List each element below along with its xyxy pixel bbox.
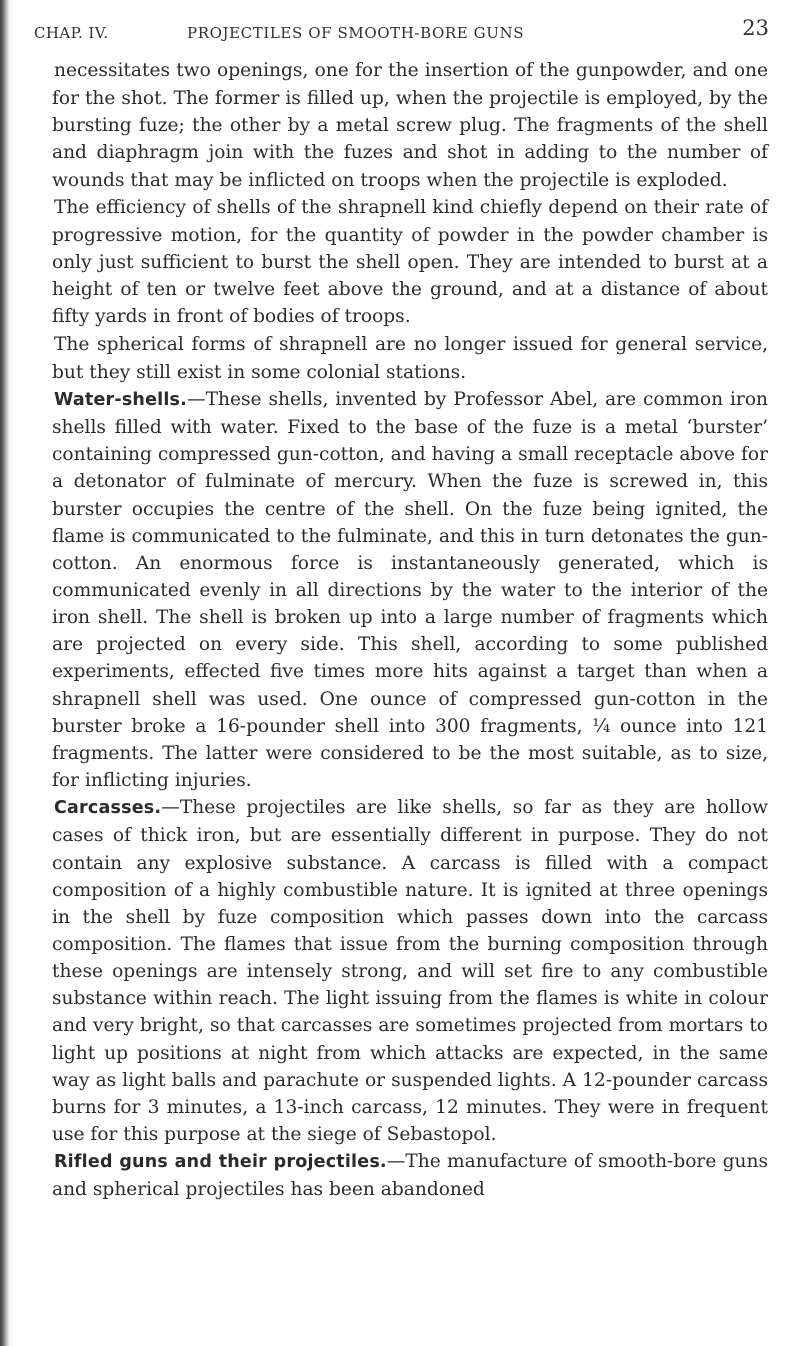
page-number: 23 <box>742 16 769 40</box>
running-title: PROJECTILES OF SMOOTH-BORE GUNS <box>187 24 525 42</box>
paragraph-heading: Water-shells. <box>54 389 188 410</box>
running-head <box>34 14 769 54</box>
paragraph-text: —The manufacture of smooth-bore guns and spherical projectiles has been abandoned <box>52 1151 768 1201</box>
paragraph-heading: Rifled guns and their projectiles. <box>54 1152 387 1173</box>
chapter-label: CHAP. IV. <box>34 24 109 42</box>
paragraph-text: The efficiency of shells of the shrapnell kind chiefly depend on their rate of progressive motion, for the quantity of powder in the powder chamber is only just sufficient to burst the shell open. They are intended to burst at a height of ten or twelve feet above the ground, and at a distance of about fifty yards in front of bodies of troops. <box>52 196 768 328</box>
paragraph-text: —These shells, invented by Professor Abel, are common iron shells filled with water. Fixed to the base of the fuze is a metal ‘burster’ containing compressed gun-cotton, and having a small receptacle above for a detonator of fulminate of mercury. When the fuze is screwed in, this burster occupies the centre of the shell. On the fuze being ignited, the flame is communicated to the fulminate, and this in turn detonates the gun-cotton. An enormous force is instantaneously generated, which is communicated evenly in all directions by the water to the interior of the iron shell. The shell is broken up into a large number of fragments which are projected on every side. This shell, according to some published experiments, effected five times more hits against a target than when a shrapnell shell was used. One ounce of compressed gun-cotton in the burster broke a 16-pounder shell into 300 fragments, ¼ ounce into 121 fragments. The latter were considered to be the most suitable, as to size, for inflicting injuries. <box>52 388 768 792</box>
page-gutter <box>9 0 15 1346</box>
paragraph-heading: Carcasses. <box>54 798 162 819</box>
paragraph-2 <box>52 194 768 331</box>
paragraph-water-shells <box>52 386 768 794</box>
paragraph-text: —These projectiles are like shells, so far as they are hollow cases of thick iron, but are essentially different in purpose. They do not contain any explosive substance. A carcass is filled with a compact composition of a highly combustible nature. It is ignited at three openings in the shell by fuze composition which passes down into the carcass composition. The flames that issue from the burning composition through these openings are intensely strong, and will set fire to any combustible substance within reach. The light issuing from the flames is white in colour and very bright, so that carcasses are sometimes projected from mortars to light up positions at night from which attacks are expected, in the same way as light balls and parachute or suspended lights. A 12-pounder carcass burns for 3 minutes, a 13-inch carcass, 12 minutes. They were in frequent use for this purpose at the siege of Sebastopol. <box>52 797 768 1146</box>
book-page <box>32 0 776 1346</box>
paragraph-rifled-guns <box>52 1148 768 1203</box>
paragraph-carcasses <box>52 794 768 1148</box>
book-spine-shadow <box>0 0 9 1346</box>
paragraph-1 <box>52 57 768 194</box>
paragraph-text: necessitates two openings, one for the insertion of the gunpowder, and one for the shot. The former is filled up, when the projectile is employed, by the bursting fuze; the other by a metal screw plug. The fragments of the shell and diaphragm join with the fuzes and shot in adding to the number of wounds that may be inflicted on troops when the projectile is exploded. <box>52 60 768 191</box>
body-text <box>52 57 768 1204</box>
paragraph-3 <box>52 331 768 386</box>
paragraph-text: The spherical forms of shrapnell are no longer issued for general service, but they still exist in some colonial stations. <box>52 333 768 383</box>
